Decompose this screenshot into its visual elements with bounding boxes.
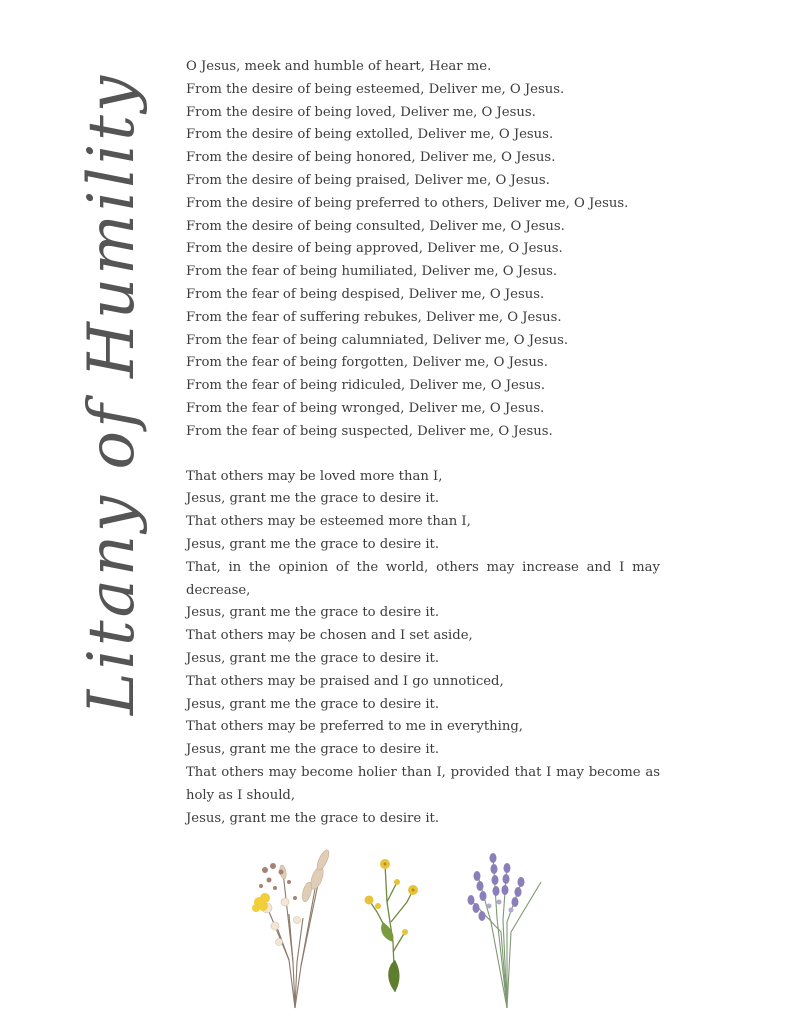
prayer-body [186,56,660,830]
yellow-buttercup-sprig-icon [365,859,419,992]
lavender-bunch-icon [468,853,542,1008]
prayer-line: From the desire of being extolled, Deliver me, O Jesus. [186,127,554,143]
prayer-response: Jesus, grant me the grace to desire it. [186,536,440,552]
prayer-line: From the desire of being loved, Deliver me, O Jesus. [186,104,536,120]
prayer-line: That others may be chosen and I set aside, [186,628,473,644]
prayer-line: That others may be praised and I go unnoticed, [186,673,504,689]
prayer-line: From the fear of being calumniated, Deliver me, O Jesus. [186,332,569,348]
prayer-line: From the desire of being esteemed, Deliver me, O Jesus. [186,81,565,97]
dried-wildflower-bouquet-icon [252,848,331,1008]
prayer-line: From the fear of being humiliated, Deliver me, O Jesus. [186,264,558,280]
prayer-line: That others may become holier than I, provided that I may become as holy as I should, [186,764,660,803]
prayer-line: From the fear of being suspected, Deliver me, O Jesus. [186,423,553,439]
prayer-line: From the desire of being consulted, Deliver me, O Jesus. [186,218,565,234]
prayer-line: From the fear of being forgotten, Deliver me, O Jesus. [186,355,548,371]
prayer-response: Jesus, grant me the grace to desire it. [186,605,440,621]
prayer-response: Jesus, grant me the grace to desire it. [186,650,440,666]
prayer-line: From the fear of suffering rebukes, Deliver me, O Jesus. [186,309,562,325]
page-title: Litany of Humility [75,72,149,715]
prayer-line: O Jesus, meek and humble of heart, Hear me. [186,59,492,74]
deliver-section [186,56,660,444]
section-gap [186,444,660,466]
prayer-line: From the desire of being honored, Deliver me, O Jesus. [186,150,556,166]
prayer-line: From the fear of being ridiculed, Deliver me, O Jesus. [186,378,546,394]
grace-section [186,466,660,831]
prayer-line: From the desire of being praised, Deliver me, O Jesus. [186,172,550,188]
prayer-response: Jesus, grant me the grace to desire it. [186,742,440,758]
prayer-line: From the desire of being preferred to others, Deliver me, O Jesus. [186,195,629,211]
prayer-line: That others may be preferred to me in everything, [186,719,523,735]
prayer-response: Jesus, grant me the grace to desire it. [186,810,440,826]
prayer-line: From the desire of being approved, Deliver me, O Jesus. [186,241,563,257]
prayer-line: That, in the opinion of the world, others may increase and I may decrease, [186,559,660,598]
prayer-line: From the fear of being wronged, Deliver me, O Jesus. [186,400,545,416]
flowers-illustration [245,842,555,1012]
prayer-line: From the fear of being despised, Deliver me, O Jesus. [186,286,545,302]
prayer-response: Jesus, grant me the grace to desire it. [186,491,440,507]
prayer-response: Jesus, grant me the grace to desire it. [186,696,440,712]
prayer-line: That others may be esteemed more than I, [186,514,471,530]
prayer-line: That others may be loved more than I, [186,468,443,484]
